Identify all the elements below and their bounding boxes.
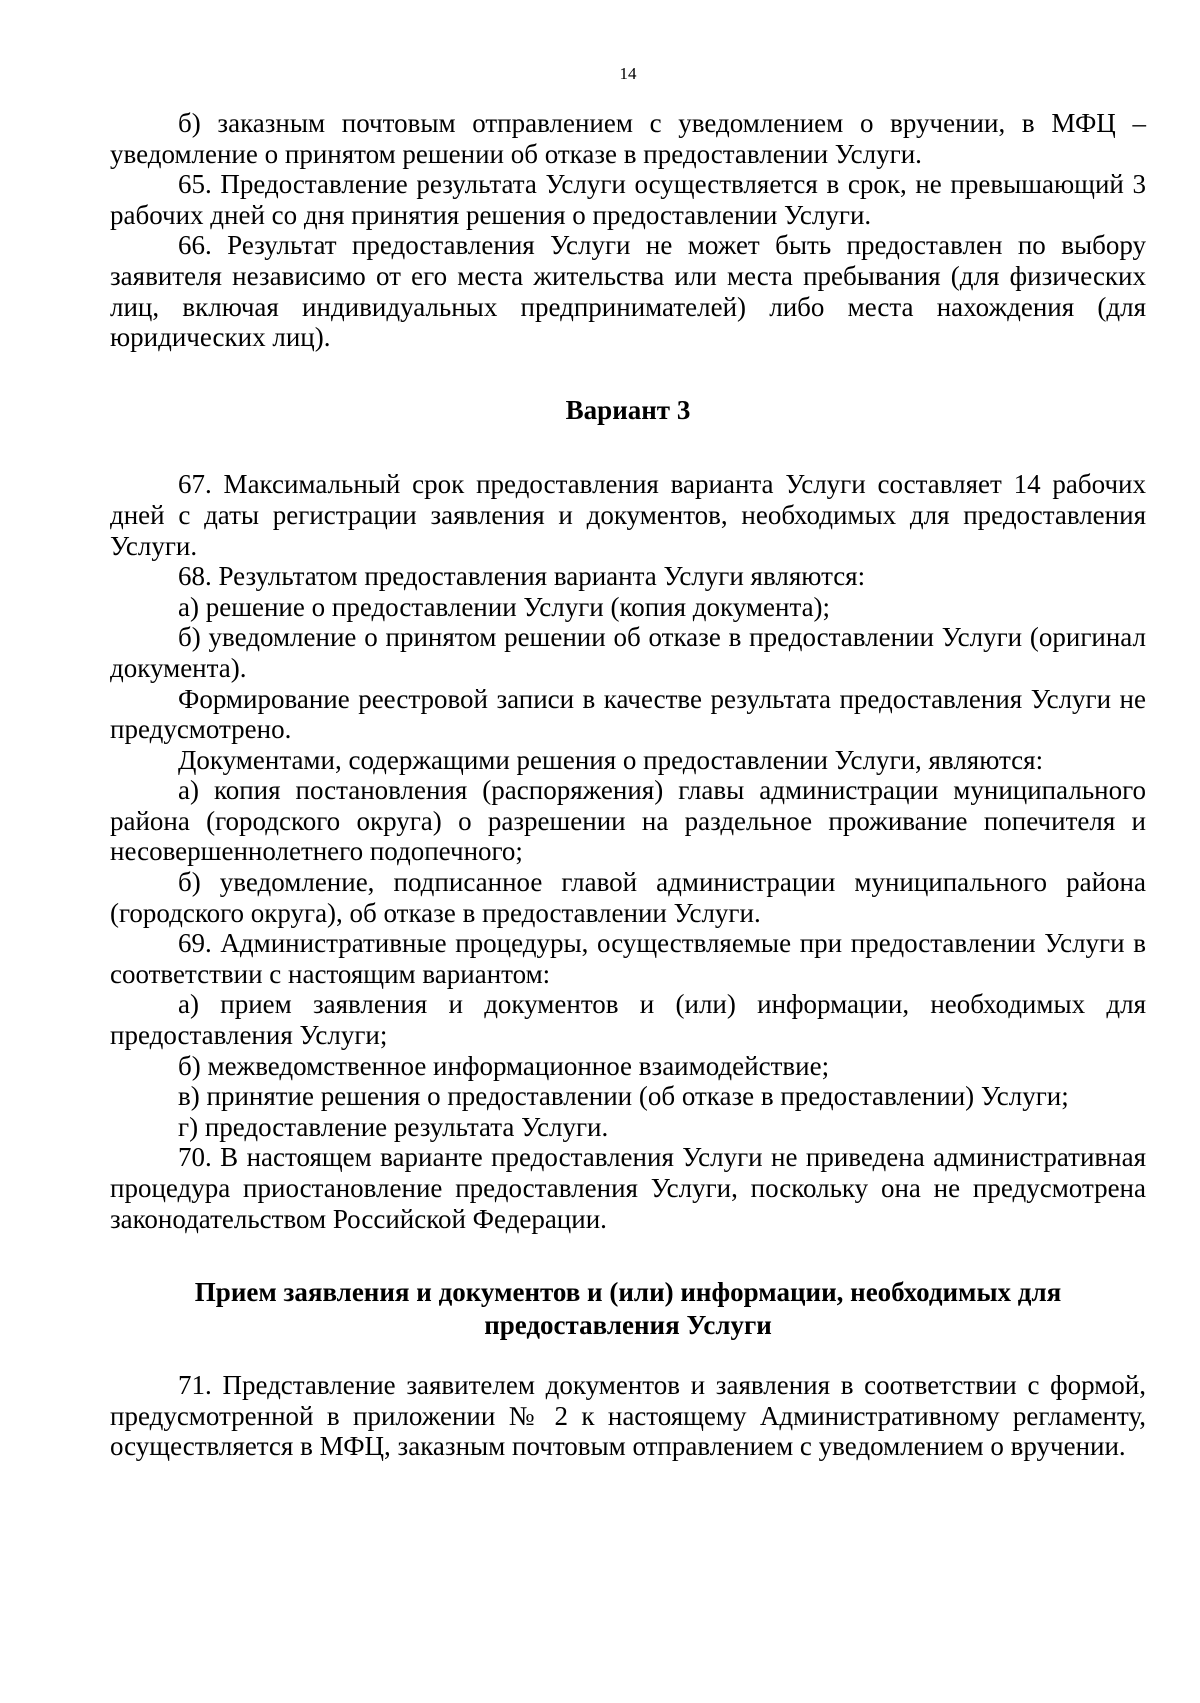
paragraph-71: 71. Представление заявителем документов и заявления в соответствии с формой, предусмотренной в приложении № 2 к настоящему Административному регламенту, осуществляется в МФЦ, заказным почтовым отправлением с уведомлением о вручении. — [110, 1370, 1146, 1462]
document-body — [110, 108, 1146, 1462]
paragraph-decision-documents-b: б) уведомление, подписанное главой администрации муниципального района (городского округа), об отказе в предоставлении Услуги. — [110, 867, 1146, 928]
heading-application-reception — [110, 1276, 1146, 1342]
paragraph-68-a: а) решение о предоставлении Услуги (копия документа); — [178, 591, 831, 622]
paragraph-decision-documents: Документами, содержащими решения о предоставлении Услуги, являются: — [178, 744, 1044, 775]
heading-variant-3: Вариант 3 — [565, 394, 691, 425]
paragraph-registry-record: Формирование реестровой записи в качестве результата предоставления Услуги не предусмотрено. — [110, 683, 1146, 745]
paragraph-66: 66. Результат предоставления Услуги не может быть предоставлен по выбору заявителя независимо от его места жительства или места пребывания (для физических лиц, включая индивидуальных предпринимателей) либо места нахождения (для юридических лиц). — [110, 230, 1146, 353]
paragraph-69: 69. Административные процедуры, осуществляемые при предоставлении Услуги в соответствии с настоящим вариантом: — [110, 928, 1146, 989]
heading-application-reception-line-1: Прием заявления и документов и (или) информации, необходимых для — [194, 1277, 1062, 1308]
paragraph-67: 67. Максимальный срок предоставления варианта Услуги составляет 14 рабочих дней с даты регистрации заявления и документов, необходимых для предоставления Услуги. — [110, 469, 1146, 561]
paragraph-69-d: г) предоставление результата Услуги. — [178, 1111, 609, 1142]
paragraph-68-b: б) уведомление о принятом решении об отказе в предоставлении Услуги (оригинал документа). — [110, 622, 1146, 683]
paragraph-decision-documents-a: а) копия постановления (распоряжения) главы администрации муниципального района (городского округа) о разрешении на раздельное проживание попечителя и несовершеннолетнего подопечного; — [110, 775, 1146, 867]
paragraph-65: 65. Предоставление результата Услуги осуществляется в срок, не превышающий 3 рабочих дней со дня принятия решения о предоставлении Услуги. — [110, 169, 1146, 230]
paragraph-delivery-method: б) заказным почтовым отправлением с уведомлением о вручении, в МФЦ – уведомление о принятом решении об отказе в предоставлении Услуги. — [110, 108, 1146, 169]
paragraph-69-b: б) межведомственное информационное взаимодействие; — [178, 1050, 830, 1081]
paragraph-68: 68. Результатом предоставления варианта Услуги являются: — [178, 561, 866, 592]
paragraph-69-c: в) принятие решения о предоставлении (об отказе в предоставлении) Услуги; — [178, 1081, 1069, 1112]
heading-application-reception-line-2: предоставления Услуги — [484, 1310, 772, 1341]
page-number: 14 — [619, 64, 637, 83]
paragraph-70: 70. В настоящем варианте предоставления Услуги не приведена административная процедура приостановление предоставления Услуги, поскольку она не предусмотрена законодательством Российской Федерации. — [110, 1142, 1146, 1234]
paragraph-69-a: а) прием заявления и документов и (или) информации, необходимых для предоставления Услуги; — [110, 989, 1146, 1051]
